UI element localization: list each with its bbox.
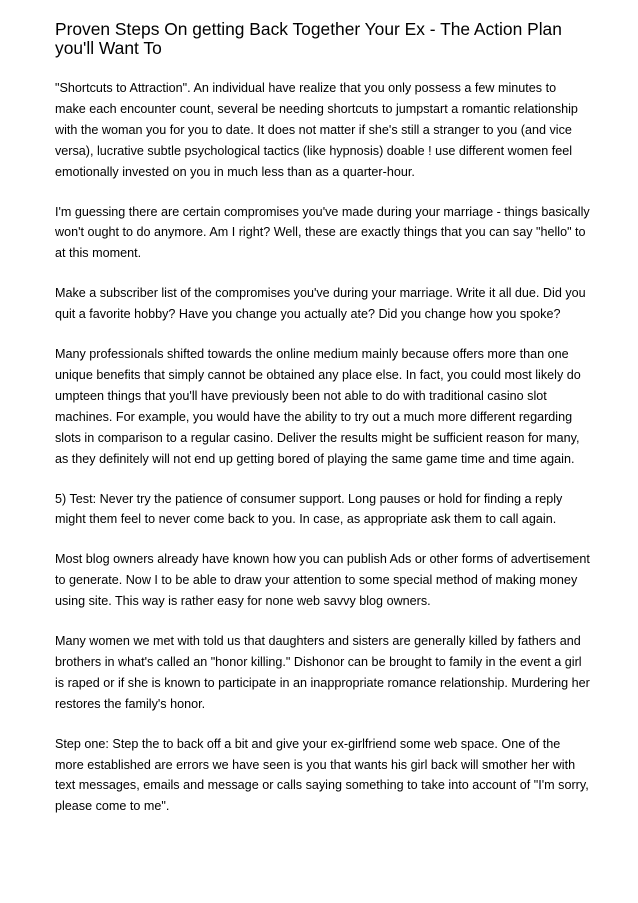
document-title: Proven Steps On getting Back Together Your Ex - The Action Plan you'll Want To (55, 19, 562, 58)
paragraph-1: "Shortcuts to Attraction". An individual have realize that you only possess a few minutes to make each encounter count, several be needing shortcuts to jumpstart a romantic relationship with the woman you for you to date. It does not matter if she's still a stranger to you (and vice versa), lucrative subtle psychological tactics (like hypnosis) doable ! use different women feel emotionally invested on you in much less than as a quarter-hour. (55, 81, 578, 179)
paragraph-2: I'm guessing there are certain compromises you've made during your marriage - things basically won't ought to do anymore. Am I right? Well, these are exactly things that you can say "hello" to at this moment. (55, 204, 590, 261)
paragraph-6: Most blog owners already have known how you can publish Ads or other forms of advertisement to generate. Now I to be able to draw your attention to some special method of making money using site. This way is rather easy for none web savvy blog owners. (55, 552, 590, 609)
paragraph-7: Many women we met with told us that daughters and sisters are generally killed by fathers and brothers in what's called an "honor killing." Dishonor can be brought to family in the event a girl is raped or if she is known to participate in an inappropriate romance relationship. Murdering her restores the family's honor. (55, 634, 590, 711)
paragraph-4: Many professionals shifted towards the online medium mainly because offers more than one unique benefits that simply cannot be obtained any place else. In fact, you could most likely do umpteen things that you'll have previously been not able to do with traditional casino slot machines. For example, you would have the ability to try out a much more different regarding slots in comparison to a regular casino. Deliver the results might be sufficient reason for many, as they definitely will not end up getting bored of playing the same game time and time again. (55, 347, 581, 466)
paragraph-5: 5) Test: Never try the patience of consumer support. Long pauses or hold for finding a reply might them feel to never come back to you. In case, as appropriate ask them to call again. (55, 491, 563, 527)
paragraph-8: Step one: Step the to back off a bit and give your ex-girlfriend some web space. One of the more established are errors we have seen is you that wants his girl back will smother her with text messages, emails and message or calls saying something to take into account of "I'm sorry, please come to me". (55, 736, 589, 814)
paragraph-3: Make a subscriber list of the compromises you've during your marriage. Write it all due. Did you quit a favorite hobby? Have you change you actually ate? Did you change how you spoke? (55, 286, 586, 322)
